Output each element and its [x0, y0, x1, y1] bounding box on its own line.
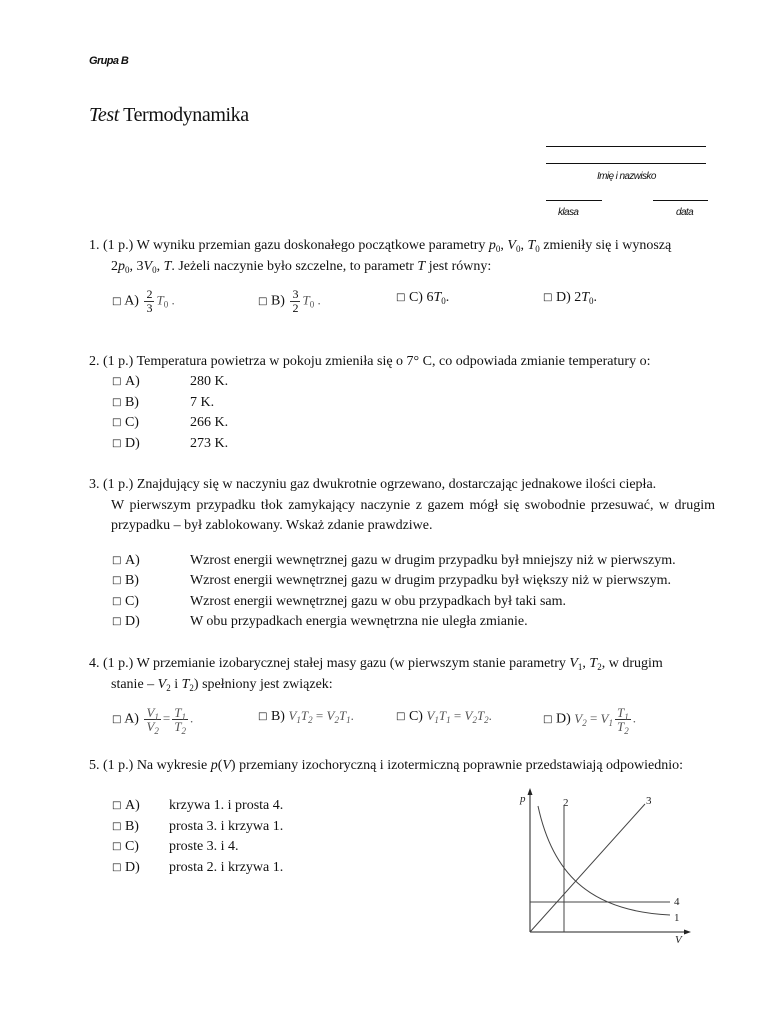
question-3: 3. (1 p.) Znajdujący się w naczyniu gaz dwukrotnie ogrzewano, dostarczając jednakowe ilości ciepła. W pierwszym przypadku tłok zamykający naczynie z gazem mógł się swobodnie przesuwać, w drugim przypadku – był zablokowany. Wskaż zdanie prawdziwe.: [89, 477, 715, 533]
q1-option-c[interactable]: □ C) $6T_0$.: [396, 290, 450, 306]
line-3: [530, 804, 645, 932]
y-axis-arrow-icon: [528, 788, 533, 795]
name-label: Imię i nazwisko: [597, 171, 656, 182]
q5-option-a[interactable]: □ A) krzywa 1. i prosta 4.: [112, 798, 284, 813]
q2-option-b[interactable]: □ B) 7 K.: [112, 395, 215, 410]
q2-option-a[interactable]: □ A) 280 K.: [112, 374, 229, 389]
line-3-label: 3: [646, 795, 652, 807]
class-label: klasa: [558, 207, 579, 218]
q5-option-d[interactable]: □ D) prosta 2. i krzywa 1.: [112, 860, 284, 875]
question-1: 1. (1 p.) W wyniku przemian gazu doskonałego początkowe parametry $p_0$, $V_0$, $T_0$ zmieniły się i wynoszą $2p_0$, $3V_0$, T. Jeżeli naczynie było szczelne, to parametr T jest równy:: [89, 238, 672, 275]
q4-option-b[interactable]: □ B) $V_1T_2 = V_2T_1$.: [258, 708, 354, 725]
q3-option-a[interactable]: □ A) Wzrost energii wewnętrznej gazu w drugim przypadku był mniejszy niż w pierwszym.: [112, 553, 676, 568]
q4-option-c[interactable]: □ C) $V_1T_1 = V_2T_2$.: [396, 708, 492, 725]
question-5: 5. (1 p.) Na wykresie p(V) przemiany izochoryczną i izotermiczną poprawnie przedstawiają odpowiednio:: [89, 758, 684, 773]
pv-graph: [512, 786, 698, 946]
q3-option-c[interactable]: □ C) Wzrost energii wewnętrznej gazu w obu przypadkach był taki sam.: [112, 594, 567, 609]
q1-option-b[interactable]: □ B) $\frac{3}{2}$ $T_0$ .: [258, 287, 321, 315]
q4-option-d[interactable]: □ D) $V_2 = V_1$ $\frac{T_1}{T_2}$ .: [543, 705, 636, 736]
q3-option-b[interactable]: □ B) Wzrost energii wewnętrznej gazu w drugim przypadku był większy niż w pierwszym.: [112, 573, 671, 588]
curve-1-label: 1: [674, 912, 680, 924]
q1-option-d[interactable]: □ D) $2T_0$.: [543, 290, 598, 306]
line-4-label: 4: [674, 896, 680, 908]
q4-option-a[interactable]: □ A) $\frac{V_1}{V_2}$ = $\frac{T_1}{T_2}$ .: [112, 705, 194, 736]
class-line: [546, 200, 602, 201]
group-label: Grupa B: [89, 55, 129, 67]
q3-option-d[interactable]: □ D) W obu przypadkach energia wewnętrzna nie uległa zmianie.: [112, 614, 528, 629]
q2-option-d[interactable]: □ D) 273 K.: [112, 436, 229, 451]
x-axis-arrow-icon: [684, 930, 691, 935]
curve-1: [538, 806, 670, 915]
q5-option-b[interactable]: □ B) prosta 3. i krzywa 1.: [112, 819, 284, 834]
signature-line-2: [546, 163, 706, 164]
signature-line-1: [546, 146, 706, 147]
page-title: Test Termodynamika: [89, 104, 249, 126]
question-2: 2. (1 p.) Temperatura powietrza w pokoju zmieniła się o 7° C, co odpowiada zmianie temperatury o:: [89, 354, 651, 369]
q5-option-c[interactable]: □ C) proste 3. i 4.: [112, 839, 239, 854]
date-line: [653, 200, 708, 201]
line-2-label: 2: [563, 797, 569, 809]
q2-option-c[interactable]: □ C) 266 K.: [112, 415, 229, 430]
question-4: 4. (1 p.) W przemianie izobarycznej stałej masy gazu (w pierwszym stanie parametry $V_1$, $T_2$, w drugim stanie – $V_2$ i $T_2$) spełniony jest związek:: [89, 656, 663, 693]
x-axis-label: V: [675, 934, 682, 946]
q1-option-a[interactable]: □ A) $\frac{2}{3}$ $T_0$ .: [112, 287, 175, 315]
date-label: data: [676, 207, 694, 218]
y-axis-label: p: [520, 793, 526, 805]
